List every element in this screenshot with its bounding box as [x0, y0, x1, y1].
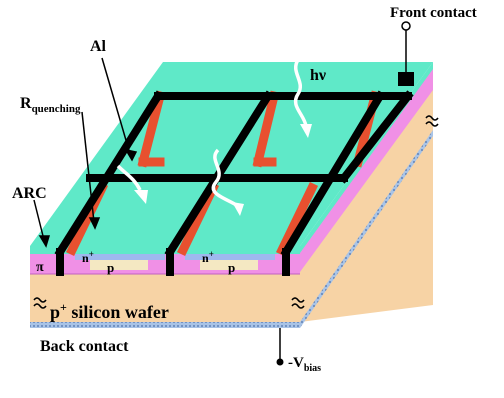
vbias-terminal: [277, 359, 284, 366]
back-contact-label: Back contact: [40, 338, 129, 355]
r-quenching-label: $R_{quenching}$: [20, 95, 81, 115]
p-label-2: p: [228, 260, 236, 275]
front-contact-terminal: [402, 22, 410, 30]
hv-label: hν: [310, 67, 327, 84]
n-plus-label-2: n+: [202, 249, 214, 265]
back-contact-front: [30, 322, 300, 328]
al-label: Al: [90, 38, 106, 55]
front-contact-label: Front contact: [390, 5, 477, 21]
arc-label: ARC: [12, 185, 47, 202]
vbias-label: $-V_{bias}$: [288, 355, 322, 374]
pi-label: π: [36, 260, 44, 275]
wafer-label: p+ silicon wafer: [50, 300, 169, 322]
n-plus-label-1: n+: [82, 249, 94, 265]
p-region-1: [90, 260, 148, 270]
p-label-1: p: [107, 260, 115, 275]
front-contact-pad: [398, 72, 414, 86]
